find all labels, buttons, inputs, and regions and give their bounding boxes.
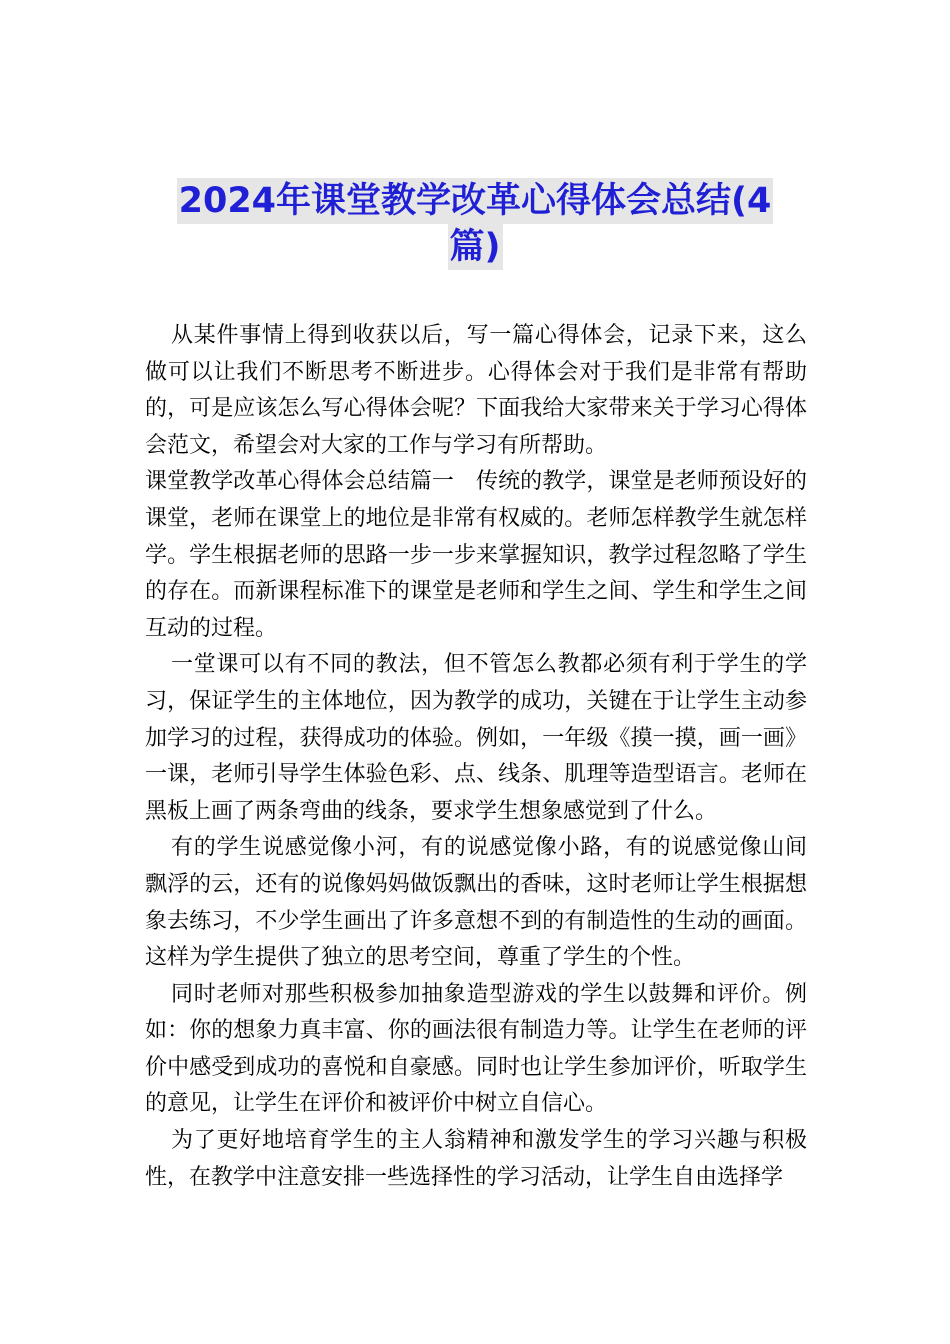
paragraph: 一堂课可以有不同的教法，但不管怎么教都必须有利于学生的学习，保证学生的主体地位，因为教学的成功，关键在于让学生主动参加学习的过程，获得成功的体验。例如，一年级《摸一摸，画一画》一课，老师引导学生体验色彩、点、线条、肌理等造型语言。老师在黑板上画了两条弯曲的线条，要求学生想象感觉到了什么。 <box>145 652 807 824</box>
paragraph: 同时老师对那些积极参加抽象造型游戏的学生以鼓舞和评价。例如：你的想象力真丰富、你的画法很有制造力等。让学生在老师的评价中感受到成功的喜悦和自豪感。同时也让学生参加评价，听取学生的意见，让学生在评价和被评价中树立自信心。 <box>145 981 807 1117</box>
paragraph-article-one: 课堂教学改革心得体会总结篇一 传统的教学，课堂是老师预设好的课堂，老师在课堂上的地位是非常有权威的。老师怎样教学生就怎样学。学生根据老师的思路一步一步来掌握知识，教学过程忽略了学生的存在。而新课程标准下的课堂是老师和学生之间、学生和学生之间互动的过程。 <box>145 469 807 641</box>
paragraph-intro: 从某件事情上得到收获以后，写一篇心得体会，记录下来，这么做可以让我们不断思考不断进步。心得体会对于我们是非常有帮助的，可是应该怎么写心得体会呢？下面我给大家带来关于学习心得体会范文，希望会对大家的工作与学习有所帮助。 <box>145 323 807 458</box>
document-title <box>0 178 950 270</box>
paragraph: 为了更好地培育学生的主人翁精神和激发学生的学习兴趣与积极性，在教学中注意安排一些选择性的学习活动，让学生自由选择学 <box>145 1128 807 1190</box>
document-body <box>145 318 807 1196</box>
paragraph: 有的学生说感觉像小河，有的说感觉像小路，有的说感觉像山间飘浮的云，还有的说像妈妈做饭飘出的香味，这时老师让学生根据想象去练习，不少学生画出了许多意想不到的有制造性的生动的画面。这样为学生提供了独立的思考空间，尊重了学生的个性。 <box>145 835 807 971</box>
title-line-2: 篇) <box>448 224 503 270</box>
title-line-1: 2024年课堂教学改革心得体会总结(4 <box>177 178 774 224</box>
